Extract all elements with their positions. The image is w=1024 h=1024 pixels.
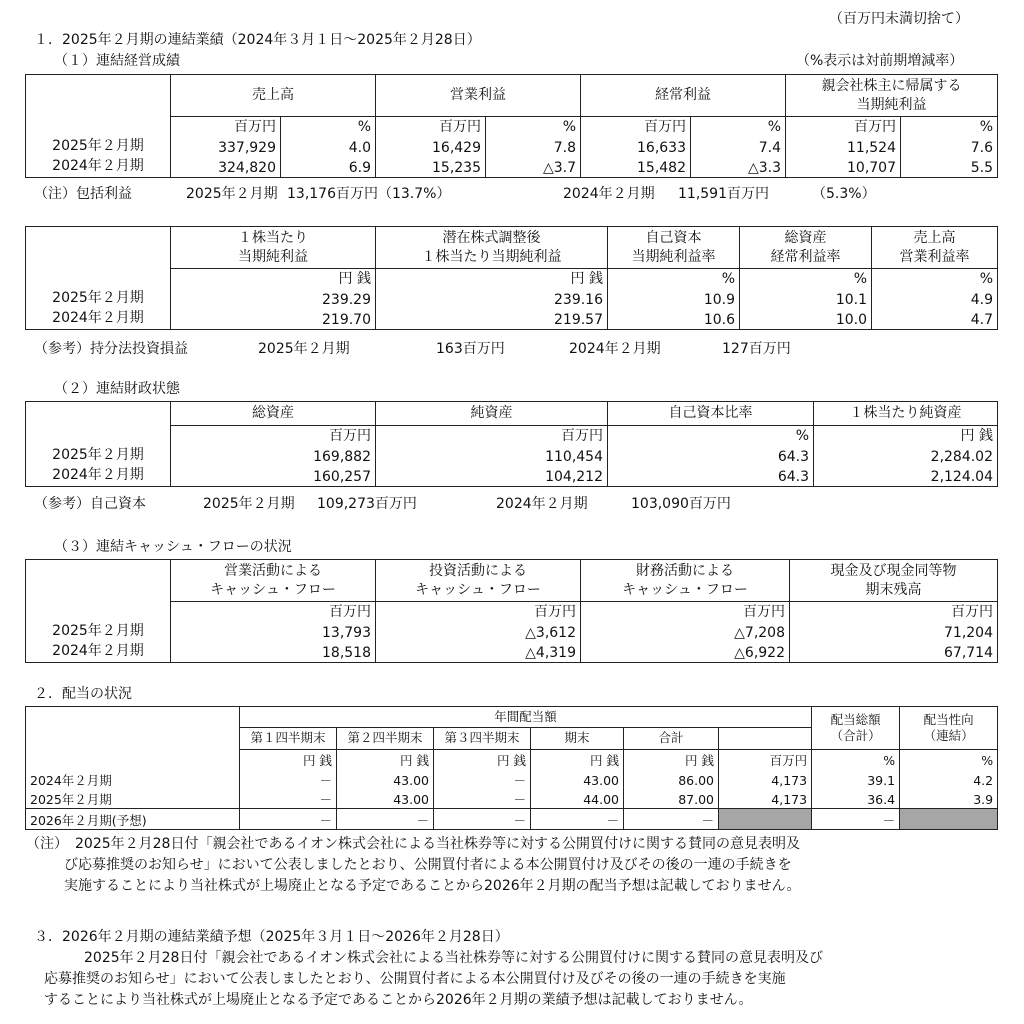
- cell: 86.00: [624, 769, 719, 789]
- cash-flow-table: [25, 559, 998, 663]
- table-row: [26, 309, 998, 330]
- cell: －: [531, 809, 624, 830]
- note-value: （5.3%）: [812, 186, 876, 202]
- row-label: 2025年２月期: [26, 789, 240, 809]
- note-value: 13,176百万円（13.7%）: [287, 186, 451, 202]
- dividend-note: [26, 834, 800, 897]
- table-row: [26, 789, 998, 809]
- unit-cell: 百万円: [171, 117, 281, 136]
- note-value: 127百万円: [722, 341, 791, 357]
- unit-cell: %: [901, 117, 998, 136]
- header-net-profit: 親会社株主に帰属する 当期純利益: [786, 75, 998, 117]
- cell: 4,173: [719, 789, 812, 809]
- unit-cell: 百万円: [171, 426, 376, 445]
- cell: 5.5: [901, 157, 998, 178]
- note-value: 103,090百万円: [631, 496, 731, 512]
- subsection-3-title: （３）連結キャッシュ・フローの状況: [54, 539, 292, 555]
- subsection-2-title: （２）連結財政状態: [54, 381, 180, 397]
- cell: △6,922: [581, 642, 790, 663]
- row-label: 2024年２月期: [26, 466, 171, 487]
- section-1-title: １．2025年２月期の連結業績（2024年３月１日～2025年２月28日）: [34, 32, 481, 48]
- section-2-title: ２．配当の状況: [34, 686, 132, 702]
- header-q1: 第１四半期末: [240, 728, 337, 750]
- table-row: [26, 157, 998, 178]
- row-label: 2025年２月期: [26, 288, 171, 309]
- header-payout-ratio: 配当性向 （連結）: [900, 707, 998, 750]
- row-label: 2024年２月期: [26, 642, 171, 663]
- cell: 3.9: [900, 789, 998, 809]
- unit-cell: 百万円: [581, 602, 790, 621]
- header-total: 合計: [624, 728, 719, 750]
- cell: －: [434, 789, 531, 809]
- cell: 16,429: [376, 136, 486, 157]
- header-bps: １株当たり純資産: [814, 402, 998, 426]
- note-value: 109,273百万円: [317, 496, 417, 512]
- operating-results-table: [25, 74, 998, 178]
- shaded-cell: [900, 809, 998, 830]
- subsection-1-title: （１）連結経営成績: [54, 53, 180, 69]
- table-row: [26, 136, 998, 157]
- unit-cell: %: [281, 117, 376, 136]
- equity-method-note: （参考）持分法投資損益: [34, 341, 188, 357]
- header-diluted-eps: 潜在株式調整後 １株当たり当期純利益: [376, 227, 608, 269]
- section-3-title: ３．2026年２月期の連結業績予想（2025年３月１日～2026年２月28日）: [34, 929, 509, 945]
- unit-cell: 百万円: [581, 117, 691, 136]
- unit-cell: 百万円: [376, 602, 581, 621]
- header-roa: 総資産 経常利益率: [740, 227, 872, 269]
- unit-cell: %: [608, 269, 740, 288]
- cell: 36.4: [812, 789, 900, 809]
- cell: 219.70: [171, 309, 376, 330]
- header-operating-cf: 営業活動による キャッシュ・フロー: [171, 560, 376, 602]
- note-line: 2025年２月28日付「親会社であるイオン株式会社による当社株券等に対する公開買付けに関する賛同の意見表明及び: [84, 950, 824, 966]
- cell: 43.00: [531, 769, 624, 789]
- header-financing-cf: 財務活動による キャッシュ・フロー: [581, 560, 790, 602]
- header-equity-ratio: 自己資本比率: [608, 402, 814, 426]
- row-label: 2024年２月期: [26, 769, 240, 789]
- note-line: び応募推奨のお知らせ」において公表しましたとおり、公開買付者による本公開買付け及びその後の一連の手続きを: [64, 857, 792, 873]
- cell: △4,319: [376, 642, 581, 663]
- cell: 2,124.04: [814, 466, 998, 487]
- cell: △3.3: [691, 157, 786, 178]
- header-total-dividend: 配当総額 （合計）: [812, 707, 900, 750]
- cell: 71,204: [790, 621, 998, 642]
- unit-cell: 百万円: [786, 117, 901, 136]
- financial-position-table: [25, 401, 998, 487]
- cell: 64.3: [608, 445, 814, 466]
- cell: －: [240, 789, 337, 809]
- unit-cell: 円 銭: [531, 750, 624, 769]
- cell: 39.1: [812, 769, 900, 789]
- note-line: 実施することにより当社株式が上場廃止となる予定であることから2026年２月期の配当予想は記載しておりません。: [64, 878, 801, 894]
- header-ordinary-profit: 経常利益: [581, 75, 786, 117]
- header-op-margin: 売上高 営業利益率: [872, 227, 998, 269]
- unit-cell: 円 銭: [240, 750, 337, 769]
- cell: 104,212: [376, 466, 608, 487]
- cell: 160,257: [171, 466, 376, 487]
- unit-cell: %: [486, 117, 581, 136]
- table-row: [26, 621, 998, 642]
- cell: －: [624, 809, 719, 830]
- cell: 6.9: [281, 157, 376, 178]
- cell: 87.00: [624, 789, 719, 809]
- unit-cell: 百万円: [171, 602, 376, 621]
- forecast-note: [34, 948, 823, 1011]
- note-period: 2025年２月期: [186, 186, 278, 202]
- unit-cell: 円 銭: [171, 269, 376, 288]
- header-q2: 第２四半期末: [337, 728, 434, 750]
- cell: 7.8: [486, 136, 581, 157]
- cell: 18,518: [171, 642, 376, 663]
- header-q3: 第３四半期末: [434, 728, 531, 750]
- note-period: 2024年２月期: [563, 186, 655, 202]
- header-annual-dividend: 年間配当額: [240, 707, 812, 728]
- unit-note: （百万円未満切捨て）: [829, 11, 969, 27]
- table-row: [26, 809, 998, 830]
- note-period: 2025年２月期: [203, 496, 295, 512]
- cell: 43.00: [337, 769, 434, 789]
- cell: 4.0: [281, 136, 376, 157]
- cell: 44.00: [531, 789, 624, 809]
- unit-cell: %: [900, 750, 998, 769]
- unit-cell: %: [608, 426, 814, 445]
- cell: 11,524: [786, 136, 901, 157]
- shaded-cell: [719, 809, 812, 830]
- cell: －: [434, 809, 531, 830]
- cell: 324,820: [171, 157, 281, 178]
- note-value: 163百万円: [436, 341, 505, 357]
- header-net-sales: 売上高: [171, 75, 376, 117]
- row-label: 2025年２月期: [26, 136, 171, 157]
- header-roe: 自己資本 当期純利益率: [608, 227, 740, 269]
- note-value: 11,591百万円: [678, 186, 769, 202]
- row-label: 2025年２月期: [26, 445, 171, 466]
- cell: 43.00: [337, 789, 434, 809]
- cell: △7,208: [581, 621, 790, 642]
- unit-cell: 円 銭: [814, 426, 998, 445]
- unit-cell: 百万円: [790, 602, 998, 621]
- table-row: [26, 288, 998, 309]
- cell: 10.6: [608, 309, 740, 330]
- cell: 15,235: [376, 157, 486, 178]
- cell: 239.16: [376, 288, 608, 309]
- unit-cell: 百万円: [719, 750, 812, 769]
- row-label: 2024年２月期: [26, 309, 171, 330]
- equity-note: （参考）自己資本: [34, 496, 146, 512]
- cell: 10.0: [740, 309, 872, 330]
- note-period: 2024年２月期: [496, 496, 588, 512]
- header-operating-profit: 営業利益: [376, 75, 581, 117]
- table-row: [26, 466, 998, 487]
- cell: △3,612: [376, 621, 581, 642]
- header-net-assets: 純資産: [376, 402, 608, 426]
- unit-cell: 円 銭: [624, 750, 719, 769]
- unit-cell: 百万円: [376, 426, 608, 445]
- cell: 15,482: [581, 157, 691, 178]
- row-label: 2025年２月期: [26, 621, 171, 642]
- percent-note: （%表示は対前期増減率）: [796, 53, 964, 69]
- cell: △3.7: [486, 157, 581, 178]
- header-cash-balance: 現金及び現金同等物 期末残高: [790, 560, 998, 602]
- unit-cell: 円 銭: [376, 269, 608, 288]
- cell: 4,173: [719, 769, 812, 789]
- per-share-table: [25, 226, 998, 330]
- cell: 219.57: [376, 309, 608, 330]
- cell: 169,882: [171, 445, 376, 466]
- comprehensive-income-note: （注）包括利益: [34, 186, 132, 202]
- header-total-assets: 総資産: [171, 402, 376, 426]
- cell: 7.4: [691, 136, 786, 157]
- cell: 4.9: [872, 288, 998, 309]
- cell: 2,284.02: [814, 445, 998, 466]
- cell: －: [434, 769, 531, 789]
- cell: 64.3: [608, 466, 814, 487]
- table-row: [26, 769, 998, 789]
- cell: 4.7: [872, 309, 998, 330]
- header-eps: １株当たり 当期純利益: [171, 227, 376, 269]
- cell: 10.1: [740, 288, 872, 309]
- header-investing-cf: 投資活動による キャッシュ・フロー: [376, 560, 581, 602]
- cell: 16,633: [581, 136, 691, 157]
- note-line: することにより当社株式が上場廃止となる予定であることから2026年２月期の業績予想は記載しておりません。: [44, 992, 753, 1008]
- cell: 67,714: [790, 642, 998, 663]
- cell: 13,793: [171, 621, 376, 642]
- unit-cell: 百万円: [376, 117, 486, 136]
- note-period: 2025年２月期: [258, 341, 350, 357]
- cell: 337,929: [171, 136, 281, 157]
- table-row: [26, 445, 998, 466]
- dividends-table: [25, 706, 998, 830]
- note-line: 応募推奨のお知らせ」において公表しましたとおり、公開買付者による本公開買付け及びその後の一連の手続きを実施: [44, 971, 786, 987]
- note-period: 2024年２月期: [569, 341, 661, 357]
- cell: －: [240, 809, 337, 830]
- unit-cell: %: [812, 750, 900, 769]
- unit-cell: 円 銭: [337, 750, 434, 769]
- cell: 10.9: [608, 288, 740, 309]
- note-line: （注） 2025年２月28日付「親会社であるイオン株式会社による当社株券等に対する公開買付けに関する賛同の意見表明及: [26, 836, 801, 852]
- unit-cell: %: [740, 269, 872, 288]
- unit-cell: %: [691, 117, 786, 136]
- header-year-end: 期末: [531, 728, 624, 750]
- row-label: 2026年２月期(予想): [26, 809, 240, 830]
- cell: 7.6: [901, 136, 998, 157]
- row-label: 2024年２月期: [26, 157, 171, 178]
- table-row: [26, 642, 998, 663]
- cell: 110,454: [376, 445, 608, 466]
- cell: －: [240, 769, 337, 789]
- cell: －: [337, 809, 434, 830]
- unit-cell: 円 銭: [434, 750, 531, 769]
- cell: 239.29: [171, 288, 376, 309]
- cell: －: [812, 809, 900, 830]
- cell: 10,707: [786, 157, 901, 178]
- unit-cell: %: [872, 269, 998, 288]
- cell: 4.2: [900, 769, 998, 789]
